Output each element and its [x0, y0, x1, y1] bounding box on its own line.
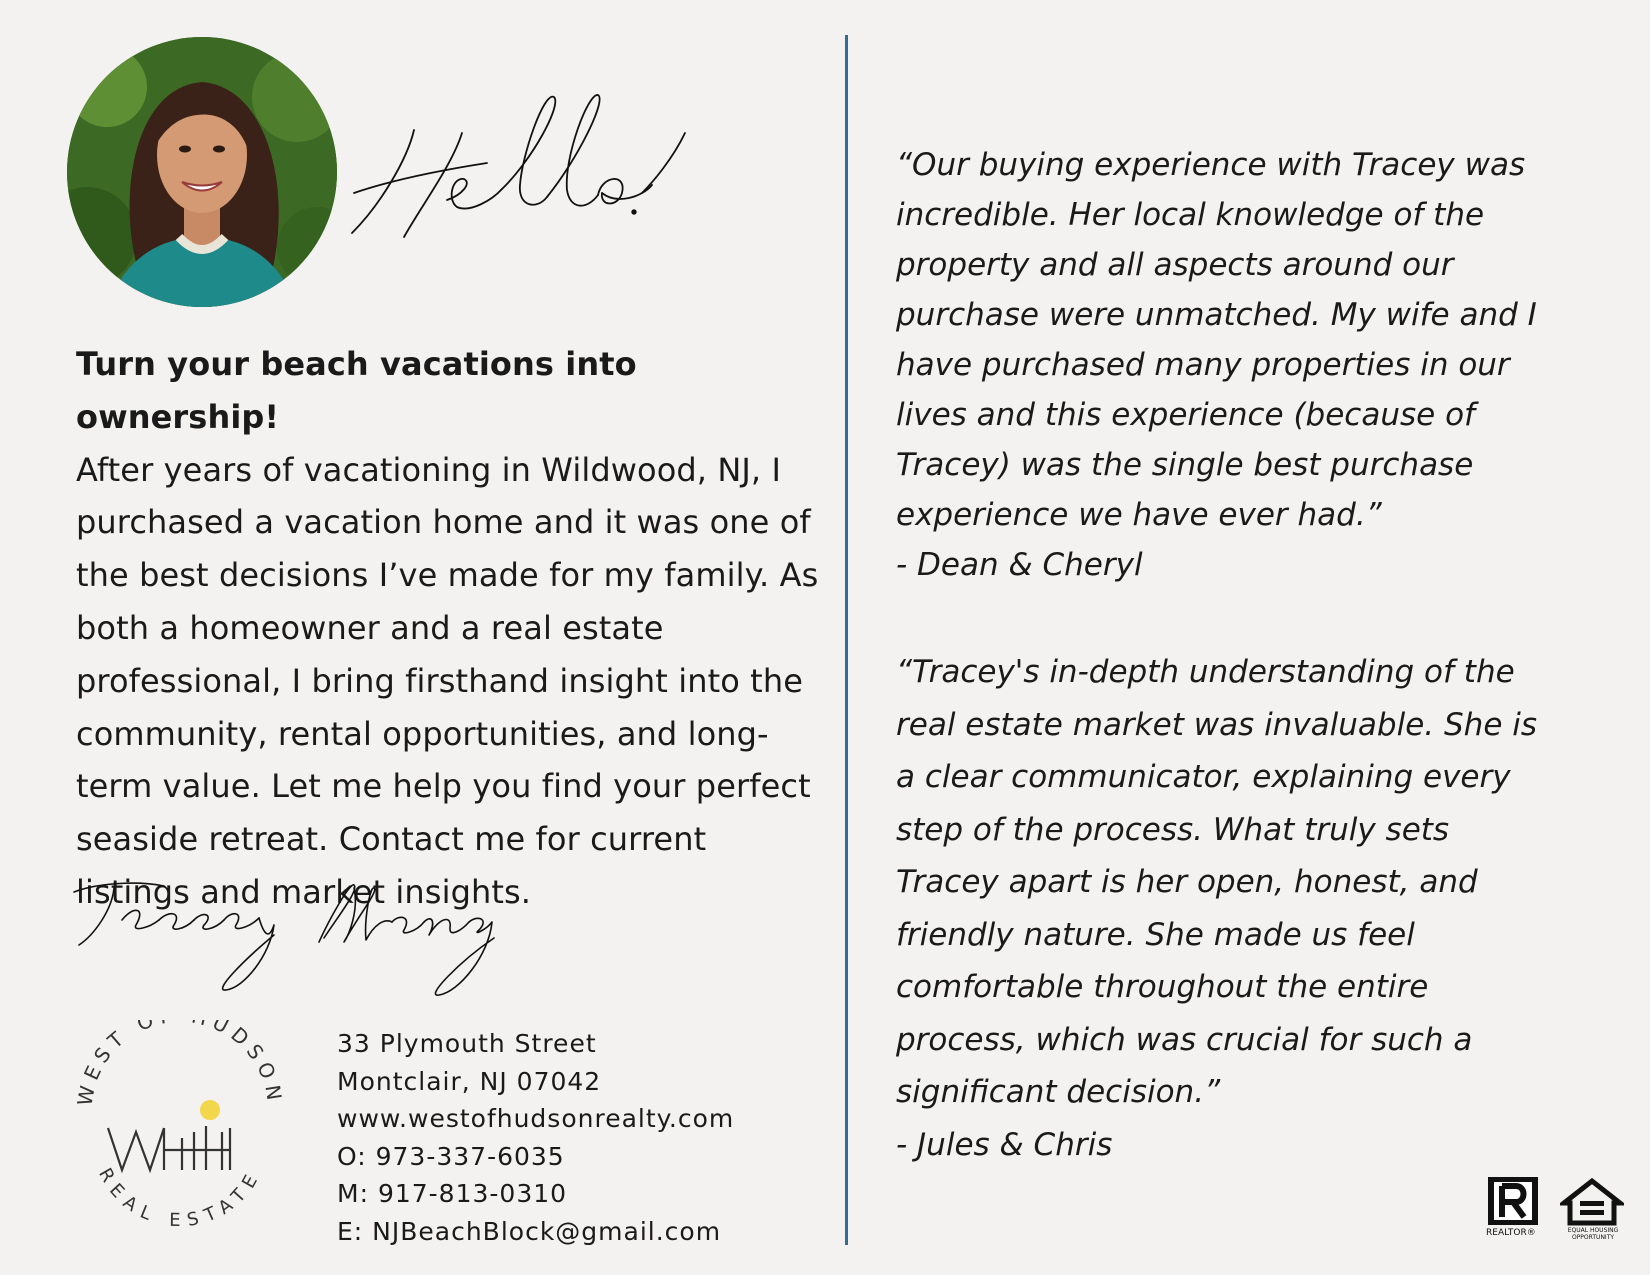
contact-info — [337, 1025, 734, 1250]
testimonial-author: - Dean & Cheryl — [896, 547, 1143, 583]
hello-script-graphic — [352, 85, 722, 245]
contact-email[interactable]: E: NJBeachBlock@gmail.com — [337, 1216, 722, 1246]
agent-signature — [74, 880, 514, 1000]
logo-bottom-text: REAL ESTATE — [94, 1164, 266, 1232]
equal-housing-badge — [1560, 1175, 1624, 1240]
contact-mobile-phone[interactable]: M: 917-813-0310 — [337, 1179, 568, 1208]
testimonial — [896, 140, 1556, 590]
logo-monogram-icon — [108, 1126, 230, 1170]
contact-office-phone[interactable]: O: 973-337-6035 — [337, 1141, 565, 1171]
testimonial-author: - Jules & Chris — [896, 1126, 1113, 1163]
west-of-hudson-logo-graphic — [70, 1020, 290, 1240]
intro-section — [76, 338, 826, 919]
testimonial-quote: “Tracey's in-depth understanding of the real estate market was invaluable. She is a clear communicator, explaining every step of the process. What truly sets Tracey apart is her open, honest, and friendly nature. She made us feel comfortable throughout the entire process, which was crucial for such a significant decision.” — [896, 654, 1538, 1110]
realtor-caption: REALTOR® — [1486, 1228, 1536, 1238]
hello-greeting — [352, 85, 722, 245]
testimonial-quote: “Our buying experience with Tracey was incredible. Her local knowledge of the property and all aspects around our purchase were unmatched. My wife and I have purchased many properties in our lives and this experience (because of Tracey) was the single best purchase experience we have ever had.” — [896, 147, 1537, 533]
contact-street: 33 Plymouth Street — [337, 1029, 597, 1058]
brokerage-logo — [70, 1020, 290, 1240]
contact-city: Montclair, NJ 07042 — [337, 1066, 602, 1096]
agent-portrait-image — [67, 37, 337, 307]
equal-housing-caption: EQUAL HOUSING OPPORTUNITY — [1567, 1227, 1619, 1241]
column-divider — [845, 35, 848, 1245]
contact-website[interactable]: www.westofhudsonrealty.com — [337, 1104, 735, 1133]
logo-sun-icon — [200, 1100, 220, 1120]
realtor-badge — [1486, 1175, 1542, 1240]
testimonial — [896, 646, 1556, 1171]
intro-headline: Turn your beach vacations into ownership! — [76, 345, 637, 436]
intro-body: After years of vacationing in Wildwood, NJ, I purchased a vacation home and it was one of the best decisions I’ve made for my family. As both a homeowner and a real estate professional, I bring firsthand insight into the community, rental opportunities, and long-term value. Let me help you find your perfect seaside retreat. Contact me for current listings and market insights. — [76, 450, 819, 911]
compliance-badges — [1486, 1175, 1626, 1240]
agent-photo — [67, 37, 337, 307]
signature-script-graphic — [74, 880, 514, 1000]
logo-top-text: WEST O UDSON — [72, 1020, 288, 1108]
testimonials-section — [896, 140, 1556, 1171]
